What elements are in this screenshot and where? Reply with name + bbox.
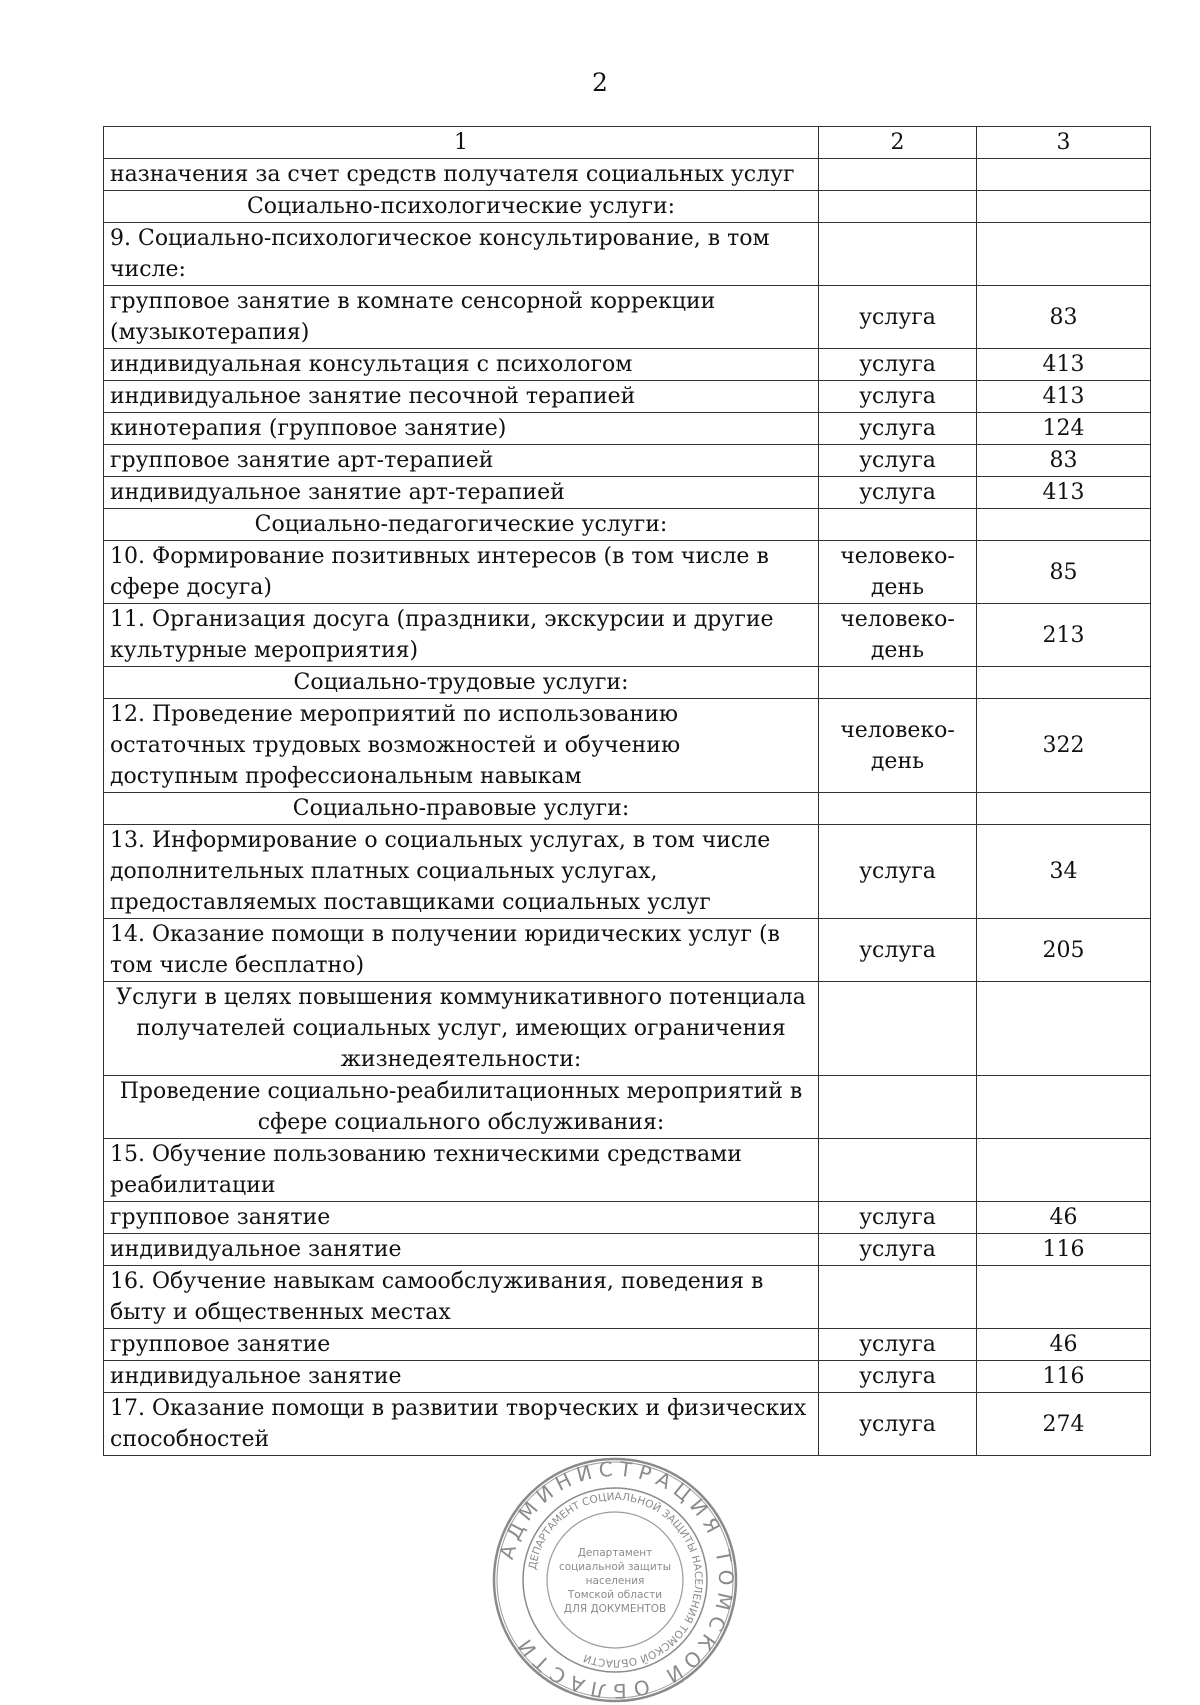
service-unit: услуга: [819, 477, 977, 509]
section-row: [104, 793, 1151, 825]
svg-text:социальной защиты: социальной защиты: [558, 1561, 672, 1573]
service-unit: [819, 509, 977, 541]
official-seal: [490, 1455, 740, 1705]
service-name: 11. Организация досуга (праздники, экскурсии и другие культурные мероприятия): [104, 604, 819, 667]
service-price: 85: [977, 541, 1151, 604]
service-price: 83: [977, 286, 1151, 349]
table-row: [104, 699, 1151, 793]
column-header: 1: [104, 127, 819, 159]
service-unit: услуга: [819, 825, 977, 919]
table-row: [104, 159, 1151, 191]
section-title: Социально-правовые услуги:: [104, 793, 819, 825]
service-name: 17. Оказание помощи в развитии творческих и физических способностей: [104, 1393, 819, 1456]
table-row: [104, 223, 1151, 286]
service-price: [977, 1266, 1151, 1329]
table-row: [104, 825, 1151, 919]
service-unit: услуга: [819, 1361, 977, 1393]
table-row: [104, 541, 1151, 604]
service-unit: услуга: [819, 381, 977, 413]
section-title: Социально-педагогические услуги:: [104, 509, 819, 541]
service-unit: [819, 667, 977, 699]
service-name: индивидуальное занятие песочной терапией: [104, 381, 819, 413]
service-price: 34: [977, 825, 1151, 919]
tariff-table: [103, 126, 1151, 1456]
table-row: [104, 349, 1151, 381]
service-price: 46: [977, 1329, 1151, 1361]
service-unit: услуга: [819, 1393, 977, 1456]
service-price: 413: [977, 477, 1151, 509]
service-price: 46: [977, 1202, 1151, 1234]
service-name: индивидуальная консультация с психологом: [104, 349, 819, 381]
service-unit: человеко-день: [819, 541, 977, 604]
service-name: 14. Оказание помощи в получении юридических услуг (в том числе бесплатно): [104, 919, 819, 982]
section-row: [104, 509, 1151, 541]
table-row: [104, 1202, 1151, 1234]
column-header: 3: [977, 127, 1151, 159]
svg-text:населения: населения: [585, 1575, 645, 1587]
service-price: 322: [977, 699, 1151, 793]
table-row: [104, 1393, 1151, 1456]
service-price: 116: [977, 1361, 1151, 1393]
table-row: [104, 477, 1151, 509]
table-row: [104, 1139, 1151, 1202]
service-unit: услуга: [819, 445, 977, 477]
service-price: 213: [977, 604, 1151, 667]
table-row: [104, 1329, 1151, 1361]
service-price: [977, 793, 1151, 825]
service-price: [977, 1139, 1151, 1202]
table-row: [104, 1266, 1151, 1329]
svg-text:Томской области: Томской области: [567, 1589, 663, 1601]
service-price: [977, 1076, 1151, 1139]
svg-text:ДЕПАРТАМЕНТ СОЦИАЛЬНОЙ ЗАЩИТЫ: ДЕПАРТАМЕНТ СОЦИАЛЬНОЙ ЗАЩИТЫ НАСЕЛЕНИЯ ТОМСКОЙ ОБЛАСТИ: [526, 1490, 705, 1670]
table-row: [104, 445, 1151, 477]
service-unit: услуга: [819, 1202, 977, 1234]
table-header-row: [104, 127, 1151, 159]
service-price: [977, 191, 1151, 223]
service-unit: [819, 793, 977, 825]
service-price: 124: [977, 413, 1151, 445]
service-unit: человеко-день: [819, 604, 977, 667]
service-price: 205: [977, 919, 1151, 982]
service-price: 413: [977, 349, 1151, 381]
service-unit: [819, 982, 977, 1076]
section-title: Социально-трудовые услуги:: [104, 667, 819, 699]
service-price: [977, 159, 1151, 191]
section-title: Проведение социально-реабилитационных мероприятий в сфере социального обслуживания:: [104, 1076, 819, 1139]
table-row: [104, 1234, 1151, 1266]
service-price: 274: [977, 1393, 1151, 1456]
service-unit: [819, 1076, 977, 1139]
service-name: 9. Социально-психологическое консультирование, в том числе:: [104, 223, 819, 286]
service-name: 12. Проведение мероприятий по использованию остаточных трудовых возможностей и обучению доступным профессиональным навыкам: [104, 699, 819, 793]
service-name: групповое занятие: [104, 1202, 819, 1234]
service-price: [977, 667, 1151, 699]
service-name: индивидуальное занятие: [104, 1361, 819, 1393]
service-name: индивидуальное занятие арт-терапией: [104, 477, 819, 509]
service-name: кинотерапия (групповое занятие): [104, 413, 819, 445]
section-title: Услуги в целях повышения коммуникативного потенциала получателей социальных услуг, имеющих ограничения жизнедеятельности:: [104, 982, 819, 1076]
seal-graphic: [490, 1455, 740, 1705]
service-name: групповое занятие в комнате сенсорной коррекции (музыкотерапия): [104, 286, 819, 349]
service-unit: услуга: [819, 349, 977, 381]
service-price: 116: [977, 1234, 1151, 1266]
service-unit: услуга: [819, 919, 977, 982]
page-number: 2: [592, 68, 608, 97]
section-row: [104, 1076, 1151, 1139]
service-price: [977, 509, 1151, 541]
service-unit: [819, 1139, 977, 1202]
section-row: [104, 982, 1151, 1076]
section-row: [104, 191, 1151, 223]
service-unit: услуга: [819, 286, 977, 349]
svg-text:АДМИНИСТРАЦИЯ ТОМСКОЙ ОБЛАСТИ: АДМИНИСТРАЦИЯ ТОМСКОЙ ОБЛАСТИ: [494, 1456, 739, 1704]
service-unit: человеко-день: [819, 699, 977, 793]
service-price: 413: [977, 381, 1151, 413]
table-row: [104, 604, 1151, 667]
service-name: групповое занятие: [104, 1329, 819, 1361]
column-header: 2: [819, 127, 977, 159]
service-name: групповое занятие арт-терапией: [104, 445, 819, 477]
service-name: назначения за счет средств получателя социальных услуг: [104, 159, 819, 191]
service-name: индивидуальное занятие: [104, 1234, 819, 1266]
section-row: [104, 667, 1151, 699]
service-unit: [819, 1266, 977, 1329]
service-unit: услуга: [819, 413, 977, 445]
service-unit: [819, 159, 977, 191]
svg-text:ДЛЯ ДОКУМЕНТОВ: ДЛЯ ДОКУМЕНТОВ: [563, 1603, 667, 1615]
service-name: 16. Обучение навыкам самообслуживания, поведения в быту и общественных местах: [104, 1266, 819, 1329]
service-price: [977, 223, 1151, 286]
service-unit: [819, 223, 977, 286]
svg-text:Департамент: Департамент: [577, 1547, 653, 1559]
section-title: Социально-психологические услуги:: [104, 191, 819, 223]
table-row: [104, 1361, 1151, 1393]
table-body: [104, 159, 1151, 1456]
service-unit: [819, 191, 977, 223]
table-row: [104, 381, 1151, 413]
service-name: 15. Обучение пользованию техническими средствами реабилитации: [104, 1139, 819, 1202]
service-unit: услуга: [819, 1329, 977, 1361]
table-row: [104, 413, 1151, 445]
service-price: 83: [977, 445, 1151, 477]
service-name: 13. Информирование о социальных услугах, в том числе дополнительных платных социальных услугах, предоставляемых поставщиками социальных услуг: [104, 825, 819, 919]
table-row: [104, 919, 1151, 982]
table-row: [104, 286, 1151, 349]
service-unit: услуга: [819, 1234, 977, 1266]
service-price: [977, 982, 1151, 1076]
service-name: 10. Формирование позитивных интересов (в том числе в сфере досуга): [104, 541, 819, 604]
